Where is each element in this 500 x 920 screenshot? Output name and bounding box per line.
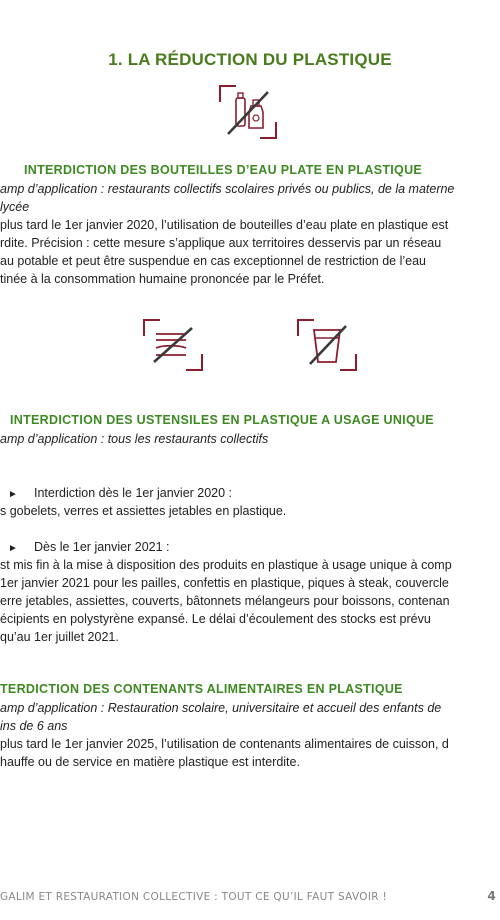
no-plastic-bottle-icon xyxy=(218,84,278,140)
page-title: 1. LA RÉDUCTION DU PLASTIQUE xyxy=(108,50,392,69)
bullet-arrow-icon: ► xyxy=(8,543,18,554)
bullet-2021-line-5: qu’au 1er juillet 2021. xyxy=(0,630,119,644)
bullet-2020-line-1: s gobelets, verres et assiettes jetables en plastique. xyxy=(0,504,287,518)
bullet-2021-line-2: 1er janvier 2021 pour les pailles, confettis en plastique, piques à steak, couvercle xyxy=(0,576,449,590)
section1-body-line-1: plus tard le 1er janvier 2020, l’utilisation de bouteilles d’eau plate en plastique est xyxy=(0,218,449,232)
page-footer xyxy=(0,885,500,911)
section1-scope-line-2: lycée xyxy=(0,200,30,214)
bullet-2021-line-3: erre jetables, assiettes, couverts, bâtonnets mélangeurs pour boissons, contenan xyxy=(0,594,450,608)
bullet-2020 xyxy=(8,484,232,504)
bullet-2020-label: Interdiction dès le 1er janvier 2020 : xyxy=(34,486,233,500)
section2-scope: amp d’application : tous les restaurants collectifs xyxy=(0,432,269,446)
bullet-2021-line-1: st mis fin à la mise à disposition des produits en plastique à usage unique à comp xyxy=(0,558,452,572)
section-heading-bottles: INTERDICTION DES BOUTEILLES D’EAU PLATE EN PLASTIQUE xyxy=(24,163,423,177)
bullet-2021 xyxy=(8,538,170,558)
page-number: 4 xyxy=(487,889,496,903)
section1-scope-line-1: amp d’application : restaurants collectifs scolaires privés ou publics, de la materne xyxy=(0,182,455,196)
bullet-2021-label: Dès le 1er janvier 2021 : xyxy=(34,540,170,554)
footer-text: GALIM ET RESTAURATION COLLECTIVE : TOUT CE QU’IL FAUT SAVOIR ! xyxy=(0,891,387,903)
section3-body-line-1: plus tard le 1er janvier 2025, l’utilisation de contenants alimentaires de cuisson, d xyxy=(0,737,449,751)
section1-body-line-2: rdite. Précision : cette mesure s’applique aux territoires desservis par un réseau xyxy=(0,236,442,250)
no-plastic-cutlery-icon xyxy=(142,318,204,372)
no-plastic-cup-icon xyxy=(296,318,358,372)
section3-scope-line-1: amp d’application : Restauration scolaire, universitaire et accueil des enfants de xyxy=(0,701,442,715)
bullet-2021-line-4: écipients en polystyrène expansé. Le délai d’écoulement des stocks est prévu xyxy=(0,612,431,626)
bullet-arrow-icon: ► xyxy=(8,489,18,500)
section-heading-containers: TERDICTION DES CONTENANTS ALIMENTAIRES EN PLASTIQUE xyxy=(0,682,403,696)
section1-body-line-3: au potable et peut être suspendue en cas exceptionnel de restriction de l’eau xyxy=(0,254,426,268)
section-heading-utensils: INTERDICTION DES USTENSILES EN PLASTIQUE A USAGE UNIQUE xyxy=(10,413,434,427)
section3-body-line-2: hauffe ou de service en matière plastique est interdite. xyxy=(0,755,300,769)
section3-scope-line-2: ins de 6 ans xyxy=(0,719,68,733)
section1-body-line-4: tinée à la consommation humaine prononcée par le Préfet. xyxy=(0,272,325,286)
